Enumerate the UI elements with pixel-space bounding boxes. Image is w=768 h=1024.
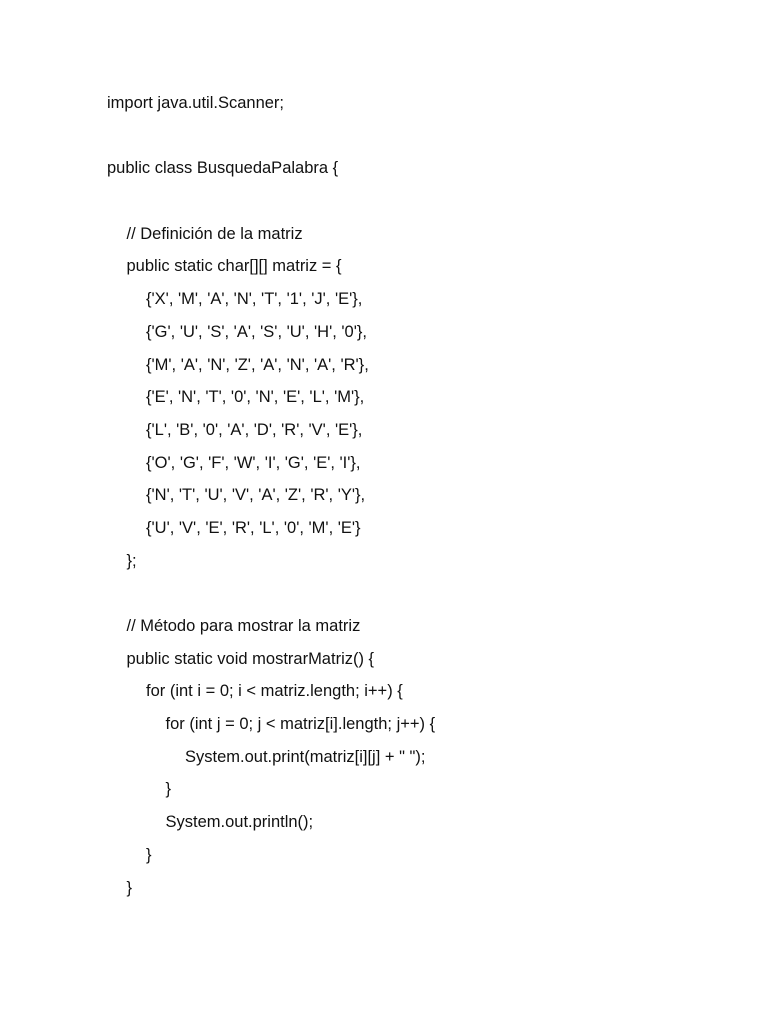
- code-listing: [107, 87, 727, 904]
- code-line-matrix-close: };: [126, 551, 137, 570]
- code-line-matrix-row-3: {'M', 'A', 'N', 'Z', 'A', 'N', 'A', 'R'},: [146, 355, 369, 374]
- code-line-inner-loop: for (int j = 0; j < matriz[i].length; j++) {: [165, 715, 436, 734]
- code-line-inner-loop-close: }: [165, 780, 172, 799]
- code-line-matrix-row-1: {'X', 'M', 'A', 'N', 'T', '1', 'J', 'E'},: [146, 290, 363, 309]
- code-line-method-declaration: public static void mostrarMatriz() {: [126, 649, 375, 668]
- code-line-println: System.out.println();: [165, 813, 314, 832]
- code-line-comment-matrix-definition: // Definición de la matriz: [126, 224, 303, 243]
- code-line-matrix-row-6: {'O', 'G', 'F', 'W', 'I', 'G', 'E', 'I'},: [146, 453, 361, 472]
- code-line-import: import java.util.Scanner;: [107, 94, 284, 112]
- code-line-class-declaration: public class BusquedaPalabra {: [107, 159, 339, 178]
- code-line-matrix-row-7: {'N', 'T', 'U', 'V', 'A', 'Z', 'R', 'Y'},: [146, 486, 366, 505]
- code-line-method-close: }: [126, 878, 133, 897]
- code-line-outer-loop-close: }: [146, 845, 152, 864]
- code-line-matrix-row-2: {'G', 'U', 'S', 'A', 'S', 'U', 'H', '0'},: [146, 322, 367, 341]
- code-line-matrix-row-8: {'U', 'V', 'E', 'R', 'L', '0', 'M', 'E'}: [146, 518, 361, 537]
- code-line-outer-loop: for (int i = 0; i < matriz.length; i++) {: [146, 682, 403, 701]
- blank-line: [107, 577, 727, 610]
- code-line-matrix-row-4: {'E', 'N', 'T', '0', 'N', 'E', 'L', 'M'},: [146, 388, 365, 407]
- code-line-print-cell: System.out.print(matriz[i][j] + " ");: [185, 747, 426, 766]
- code-line-matrix-declaration: public static char[][] matriz = {: [126, 257, 342, 276]
- code-line-comment-show-method: // Método para mostrar la matriz: [126, 617, 361, 635]
- blank-line: [107, 185, 727, 218]
- blank-line: [107, 120, 727, 153]
- code-line-matrix-row-5: {'L', 'B', '0', 'A', 'D', 'R', 'V', 'E'},: [146, 420, 363, 439]
